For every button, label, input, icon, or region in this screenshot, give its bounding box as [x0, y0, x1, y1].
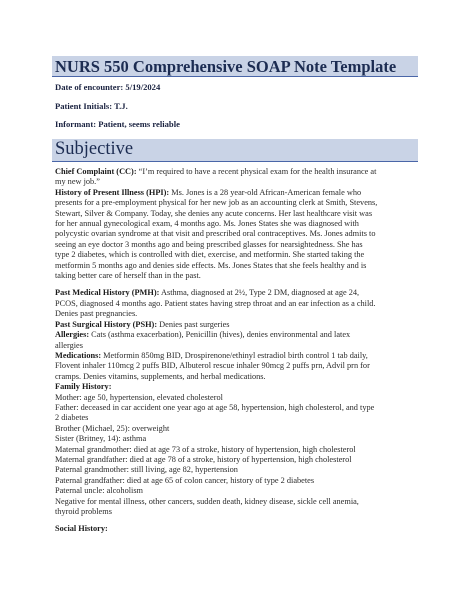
cc-line: my new job.” [55, 177, 100, 187]
allergies [55, 330, 420, 351]
family-history-line: Paternal uncle: alcoholism [55, 486, 144, 496]
meta-informant-label: Informant: [55, 119, 97, 129]
past-medical-history [55, 288, 420, 319]
medications-line: Metformin 850mg BID, Drospirenone/ethinyl estradiol birth control 1 tab daily, [101, 350, 368, 360]
chief-complaint [55, 167, 420, 188]
meta-initials-value: T.J. [114, 101, 128, 111]
document-title: NURS 550 Comprehensive SOAP Note Template [55, 57, 397, 76]
history-present-illness [55, 188, 420, 282]
family-history-line: Negative for mental illness, other cancers, sudden death, kidney disease, sickle cell anemia, [55, 496, 359, 506]
family-history-line: Mother: age 50, hypertension, elevated cholesterol [55, 392, 223, 402]
past-surgical-history [55, 320, 420, 330]
family-history-line: Maternal grandmother: died at age 73 of a stroke, history of hypertension, high cholesterol [55, 444, 356, 454]
allergies-label: Allergies: [55, 330, 90, 340]
allergies-line: allergies [55, 340, 83, 350]
medications [55, 351, 420, 382]
meta-date-value: 5/19/2024 [125, 82, 161, 92]
family-history-line: Paternal grandmother: still living, age 82, hypertension [55, 465, 238, 475]
social-history-label: Social History: [55, 524, 108, 534]
family-history-line: Maternal grandfather: died at age 78 of a stroke, history of hypertension, high cholesterol [55, 454, 352, 464]
hpi-line: for her annual gynecological exam, 4 months ago. Ms. Jones States she was diagnosed with [55, 219, 359, 229]
family-history-line: Brother (Michael, 25): overweight [55, 423, 170, 433]
family-history [55, 382, 420, 517]
hpi-label: History of Present Illness (HPI): [55, 187, 170, 197]
meta-date [55, 82, 160, 92]
family-history-line: thyroid problems [55, 507, 112, 516]
meta-informant-value: Patient, seems reliable [98, 119, 180, 129]
psh-label: Past Surgical History (PSH): [55, 319, 158, 329]
medications-line: Flovent inhaler 110mcg 2 puffs BID, Albuterol rescue inhaler 90mcg 2 puffs prn, Advil prn for [55, 361, 370, 371]
meta-initials-label: Patient Initials: [55, 101, 113, 111]
section-heading: Subjective [55, 139, 134, 159]
hpi-line: seeing an eye doctor 3 months ago and being prescribed glasses for nearsightedness. She has [55, 239, 363, 249]
hpi-line: type 2 diabetes, which is controlled with diet, exercise, and metformin. She started taking the [55, 250, 365, 260]
social-history [55, 524, 420, 534]
hpi-line: Stewart, Silver & Company. Today, she denies any acute concerns. Her last healthcare visit was [55, 208, 373, 218]
meta-patient-initials [55, 101, 128, 111]
cc-line: “I’m required to have a recent physical exam for the health insurance at [136, 167, 377, 176]
hpi-line: presents for a pre-employment physical for her new job as an accounting clerk at Smith, Stevens, [55, 198, 378, 208]
subjective-banner [52, 139, 418, 162]
pmh-line: Denies past pregnancies. [55, 309, 138, 319]
pmh-label: Past Medical History (PMH): [55, 288, 160, 298]
allergies-line: Cats (asthma exacerbation), Penicillin (hives), denies environmental and latex [89, 330, 351, 340]
family-history-line: Father: deceased in car accident one year ago at age 58, hypertension, high cholesterol, and type [55, 402, 375, 412]
medications-label: Medications: [55, 350, 102, 360]
family-history-line: Paternal grandfather: died at age 65 of colon cancer, history of type 2 diabetes [55, 475, 315, 485]
pmh-line: PCOS, diagnosed 4 months ago. Patient states having strep throat and an ear infection as a child. [55, 298, 376, 308]
hpi-line: taking better care of herself than in the past. [55, 271, 201, 281]
family-history-line: 2 diabetes [55, 413, 89, 423]
meta-informant [55, 119, 180, 129]
family-history-label: Family History: [55, 382, 112, 392]
meta-date-label: Date of encounter: [55, 82, 124, 92]
hpi-line: polycystic ovarian syndrome at that visit and prescribed oral contraceptives. Ms. Jones admits to [55, 229, 376, 239]
spacer [55, 517, 420, 524]
title-banner [52, 56, 418, 77]
hpi-line: metformin 5 months ago and denies side effects. Ms. Jones States that she feels healthy and is [55, 260, 367, 270]
psh-line: Denies past surgeries [157, 319, 230, 329]
cc-label: Chief Complaint (CC): [55, 167, 137, 176]
medications-line: cramps. Denies vitamins, supplements, and herbal medications. [55, 371, 266, 381]
spacer [55, 281, 420, 288]
hpi-line: Ms. Jones is a 28 year-old African-American female who [169, 187, 362, 197]
family-history-line: Sister (Britney, 14): asthma [55, 434, 147, 444]
pmh-line: Asthma, diagnosed at 2½, Type 2 DM, diagnosed at age 24, [159, 288, 360, 298]
subjective-body [55, 167, 420, 535]
